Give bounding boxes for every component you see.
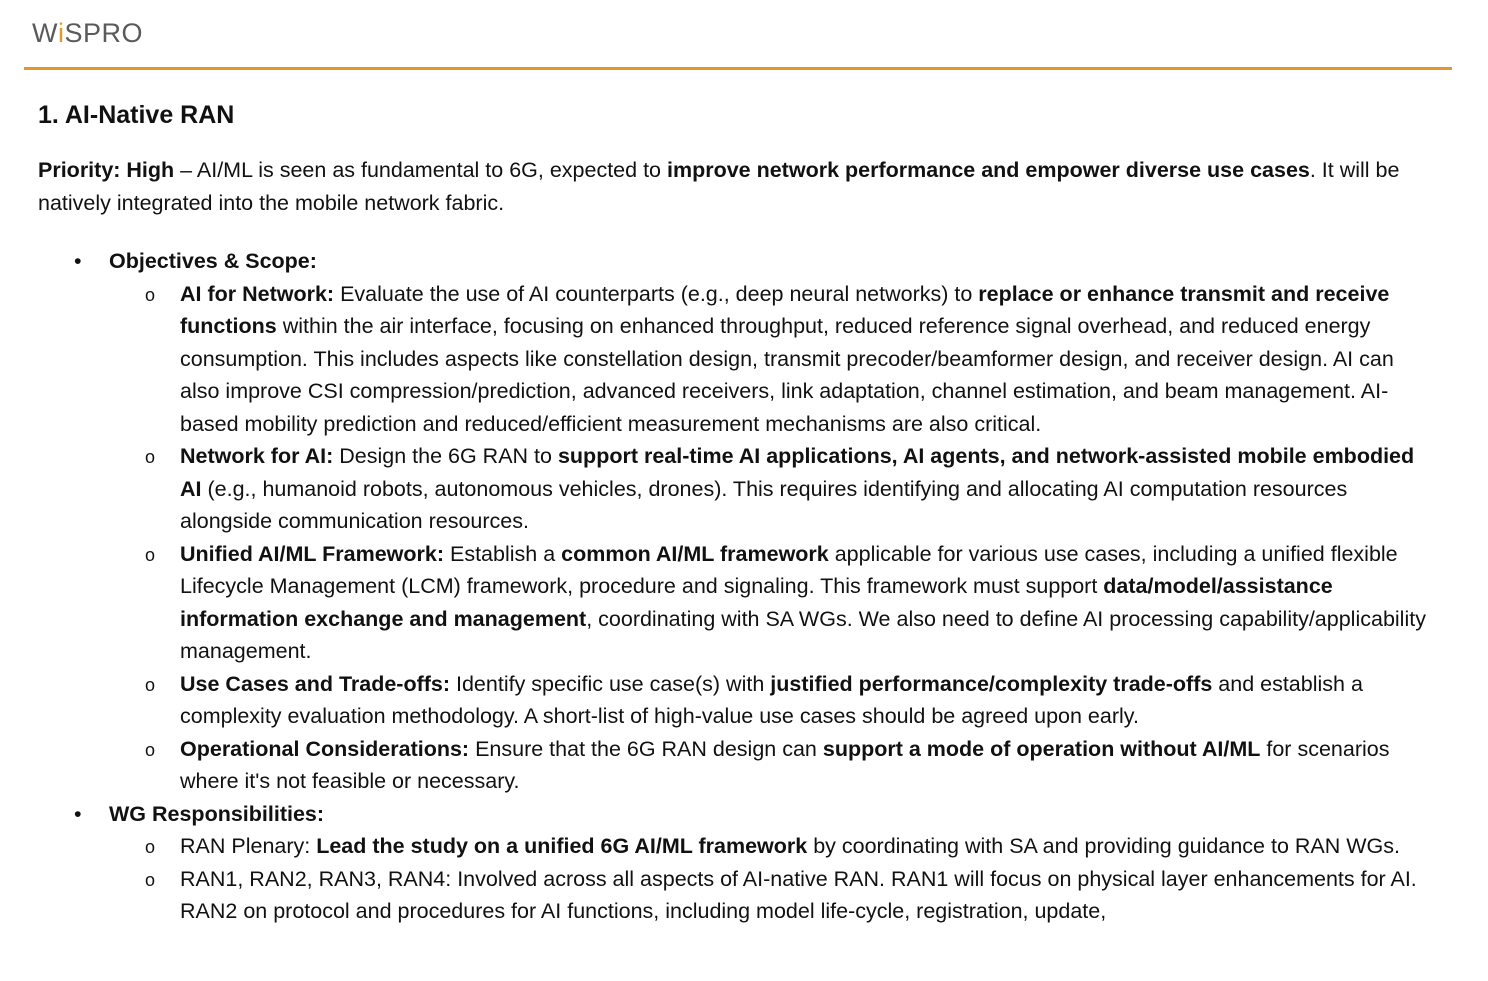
sub-bullet-item	[145, 830, 1438, 863]
logo-letter-w: W	[32, 18, 58, 48]
main-bullet-list	[38, 245, 1438, 928]
hollow-circle-bullet-icon: o	[145, 869, 156, 890]
text-run: Design the 6G RAN to	[333, 444, 558, 468]
hollow-circle-bullet-icon: o	[145, 739, 156, 760]
bold-text-run: Unified AI/ML Framework:	[180, 541, 445, 566]
hollow-circle-bullet-icon: o	[145, 284, 156, 305]
hollow-circle-bullet-icon: o	[145, 837, 156, 857]
bold-text-run: justified performance/complexity trade-offs	[770, 671, 1213, 696]
sub-bullet-list	[109, 830, 1438, 928]
sub-bullet-item	[145, 440, 1438, 538]
bold-text-run: Lead the study on a unified 6G AI/ML framework	[316, 834, 808, 858]
bullet-dot-icon: •	[74, 249, 82, 273]
bold-text-run: Operational Considerations:	[180, 736, 470, 761]
bullet-dot-icon: •	[74, 801, 82, 826]
hollow-circle-bullet-icon: o	[145, 544, 156, 565]
text-run: for scenarios where it's not feasible or necessary.	[180, 736, 1390, 793]
sub-bullet-item	[145, 278, 1438, 441]
bullet-heading: Objectives & Scope:	[109, 249, 317, 273]
bullet-item	[74, 798, 1438, 928]
text-run: Establish a	[444, 541, 562, 566]
sub-bullet-list	[109, 278, 1438, 798]
text-run: applicable for various use cases, including a unified flexible Lifecycle Management (LCM) framework, procedure and signaling. This framework must support	[180, 541, 1398, 598]
logo-letter-i: i	[57, 18, 65, 48]
text-run: Ensure that the 6G RAN design can	[469, 736, 823, 761]
text-run: RAN1, RAN2, RAN3, RAN4: Involved across all aspects of AI-native RAN. RAN1 will focus on physical layer enhancements for AI. RAN2 on protocol and procedures for AI functions, including model life-cycle, registration, update,	[180, 866, 1417, 923]
bullet-heading: WG Responsibilities:	[109, 801, 325, 826]
text-run: by coordinating with SA and providing guidance to RAN WGs.	[807, 834, 1400, 858]
sub-bullet-item	[145, 538, 1438, 668]
bullet-item	[74, 245, 1438, 798]
text-run: Identify specific use case(s) with	[450, 671, 771, 696]
sub-bullet-item	[145, 668, 1438, 733]
header-divider	[24, 67, 1452, 70]
wispro-logo	[32, 16, 143, 50]
text-run: (e.g., humanoid robots, autonomous vehicles, drones). This requires identifying and allocating AI computation resources alongside communication resources.	[180, 476, 1348, 533]
bold-text-run: Use Cases and Trade-offs:	[180, 671, 451, 696]
bold-text-run: replace or enhance transmit and receive functions	[180, 281, 1390, 338]
section-heading: 1. AI-Native RAN	[38, 101, 235, 129]
priority-paragraph	[38, 154, 1438, 219]
bold-text-run: support a mode of operation without AI/ML	[822, 736, 1261, 761]
text-run: , coordinating with SA WGs. We also need to define AI processing capability/applicability management.	[180, 606, 1426, 663]
bold-text-run: Priority: High	[38, 158, 175, 182]
text-run: . It will be natively integrated into the mobile network fabric.	[38, 158, 1400, 215]
bold-text-run: improve network performance and empower diverse use cases	[666, 158, 1310, 182]
document-body	[38, 96, 1438, 928]
text-run: RAN Plenary:	[180, 834, 317, 858]
text-run: – AI/ML is seen as fundamental to 6G, expected to	[174, 158, 667, 182]
text-run: and establish a complexity evaluation methodology. A short-list of high-value use cases should be agreed upon early.	[180, 671, 1363, 728]
bold-text-run: common AI/ML framework	[561, 541, 829, 566]
sub-bullet-item	[145, 863, 1438, 928]
bold-text-run: data/model/assistance information exchange and management	[180, 574, 1333, 631]
text-run: Evaluate the use of AI counterparts (e.g., deep neural networks) to	[334, 281, 979, 306]
sub-bullet-item	[145, 733, 1438, 798]
hollow-circle-bullet-icon: o	[145, 674, 156, 695]
hollow-circle-bullet-icon: o	[145, 447, 156, 467]
text-run: within the air interface, focusing on enhanced throughput, reduced reference signal overhead, and reduced energy consumption. This includes aspects like constellation design, transmit precoder/beamformer design, and receiver design. AI can also improve CSI compression/prediction, advanced receivers, link adaptation, channel estimation, and beam management. AI-based mobility prediction and reduced/efficient measurement mechanisms are also critical.	[180, 314, 1394, 436]
bold-text-run: Network for AI:	[180, 444, 334, 468]
logo-rest: SPRO	[64, 18, 144, 48]
bold-text-run: AI for Network:	[180, 281, 335, 306]
bold-text-run: support real-time AI applications, AI agents, and network-assisted mobile embodied AI	[180, 444, 1415, 501]
